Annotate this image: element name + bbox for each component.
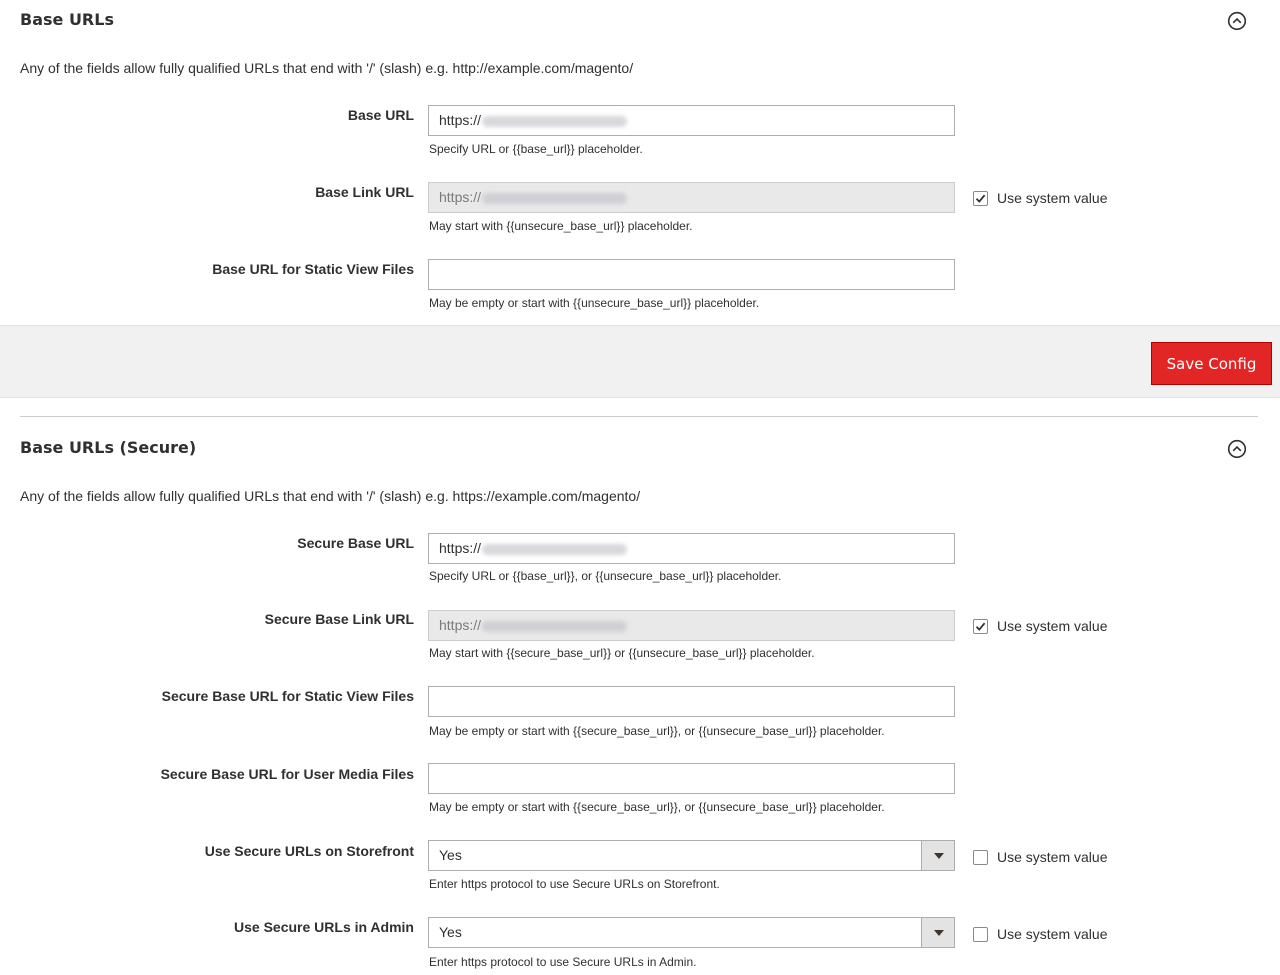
checkbox-unchecked[interactable] [973, 850, 988, 865]
field-note: Specify URL or {{base_url}}, or {{unsecure_base_url}} placeholder. [429, 569, 782, 583]
checkbox-checked[interactable] [973, 191, 988, 206]
use-system-value-label: Use system value [997, 190, 1108, 206]
secure-base-link-url-input [428, 610, 955, 641]
input-value: https:// [439, 189, 482, 205]
checkbox-unchecked[interactable] [973, 927, 988, 942]
page-actions-bar [0, 325, 1280, 398]
input-value: https:// [439, 617, 482, 633]
caret-down-icon[interactable] [921, 918, 954, 947]
field-note: May be empty or start with {{secure_base_url}}, or {{unsecure_base_url}} placeholder. [429, 800, 885, 814]
field-note: Enter https protocol to use Secure URLs on Storefront. [429, 877, 720, 891]
section-intro-text: Any of the fields allow fully qualified URLs that end with '/' (slash) e.g. http://example.com/magento/ [20, 60, 634, 76]
checkbox-checked[interactable] [973, 619, 988, 634]
use-system-value-checkbox[interactable] [973, 617, 1107, 635]
secure-static-view-files-url-input[interactable] [428, 686, 955, 717]
collapse-section-icon[interactable] [1227, 439, 1247, 459]
field-label-secure-base-url: Secure Base URL [297, 535, 414, 551]
field-note: May be empty or start with {{unsecure_base_url}} placeholder. [429, 296, 760, 310]
field-note: Specify URL or {{base_url}} placeholder. [429, 142, 643, 156]
secure-user-media-files-url-input[interactable] [428, 763, 955, 794]
use-system-value-label: Use system value [997, 618, 1108, 634]
redacted-hostname [482, 544, 627, 555]
base-link-url-input [428, 182, 955, 213]
select-value: Yes [439, 924, 462, 940]
use-system-value-checkbox[interactable] [973, 848, 1107, 866]
field-note: May start with {{secure_base_url}} or {{unsecure_base_url}} placeholder. [429, 646, 815, 660]
field-label-secure-user-media-files: Secure Base URL for User Media Files [160, 766, 414, 782]
base-url-input[interactable] [428, 105, 955, 136]
caret-down-icon[interactable] [921, 841, 954, 870]
input-value: https:// [439, 112, 482, 128]
input-value: https:// [439, 540, 482, 556]
field-label-static-view-files: Base URL for Static View Files [212, 261, 414, 277]
section-intro-text: Any of the fields allow fully qualified URLs that end with '/' (slash) e.g. https://example.com/magento/ [20, 488, 641, 504]
field-label-secure-admin: Use Secure URLs in Admin [234, 919, 414, 935]
secure-storefront-select[interactable] [428, 840, 955, 871]
secure-admin-select[interactable] [428, 917, 955, 948]
use-system-value-checkbox[interactable] [973, 925, 1107, 943]
field-label-secure-base-link-url: Secure Base Link URL [264, 611, 414, 627]
use-system-value-label: Use system value [997, 926, 1108, 942]
field-label-base-url: Base URL [347, 107, 414, 123]
select-value: Yes [439, 847, 462, 863]
redacted-hostname [482, 193, 627, 204]
use-system-value-label: Use system value [997, 849, 1108, 865]
field-label-base-link-url: Base Link URL [315, 184, 414, 200]
field-label-secure-storefront: Use Secure URLs on Storefront [204, 843, 414, 859]
secure-base-url-input[interactable] [428, 533, 955, 564]
field-note: May be empty or start with {{secure_base_url}}, or {{unsecure_base_url}} placeholder. [429, 724, 885, 738]
collapse-section-icon[interactable] [1227, 11, 1247, 31]
save-config-button[interactable]: Save Config [1151, 342, 1272, 385]
field-note: Enter https protocol to use Secure URLs in Admin. [429, 955, 697, 969]
redacted-hostname [482, 621, 627, 632]
static-view-files-url-input[interactable] [428, 259, 955, 290]
field-label-secure-static-view-files: Secure Base URL for Static View Files [161, 688, 414, 704]
redacted-hostname [482, 116, 627, 127]
field-note: May start with {{unsecure_base_url}} placeholder. [429, 219, 693, 233]
section-divider [20, 416, 1258, 417]
section-title-base-urls-secure: Base URLs (Secure) [20, 438, 197, 457]
use-system-value-checkbox[interactable] [973, 189, 1107, 207]
section-title-base-urls: Base URLs [20, 10, 114, 29]
